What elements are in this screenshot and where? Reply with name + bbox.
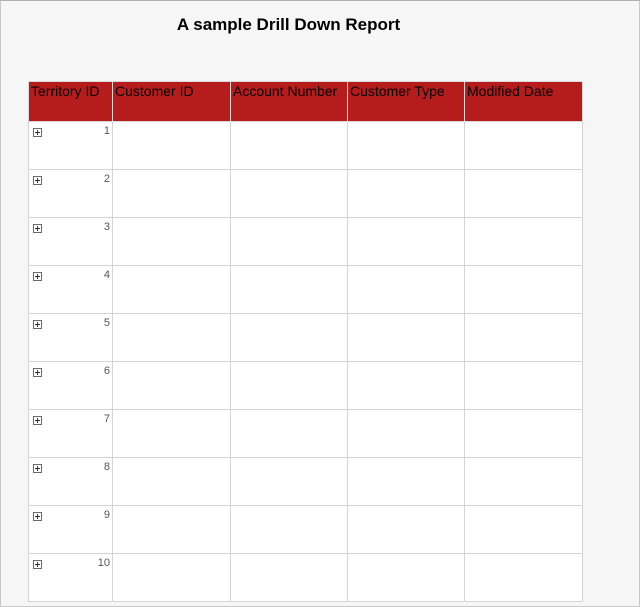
customer-type-cell <box>348 218 465 266</box>
customer-type-cell <box>348 122 465 170</box>
customer-type-cell <box>348 266 465 314</box>
table-row <box>29 554 583 602</box>
customer-type-cell <box>348 458 465 506</box>
table-row <box>29 122 583 170</box>
expand-plus-icon[interactable] <box>33 272 42 281</box>
column-header-modified-date: Modified Date <box>465 82 583 122</box>
table-row <box>29 266 583 314</box>
account-number-cell <box>231 218 348 266</box>
table-row <box>29 458 583 506</box>
territory-id-value: 4 <box>103 269 110 281</box>
expand-plus-icon[interactable] <box>33 512 42 521</box>
territory-cell <box>29 410 113 458</box>
report-title: A sample Drill Down Report <box>176 15 401 34</box>
territory-cell <box>29 314 113 362</box>
account-number-cell <box>231 362 348 410</box>
territory-id-value: 10 <box>97 557 110 569</box>
territory-id-value: 1 <box>103 125 110 137</box>
modified-date-cell <box>465 266 583 314</box>
table-row <box>29 170 583 218</box>
modified-date-cell <box>465 554 583 602</box>
customer-id-cell <box>113 266 231 314</box>
territory-id-value: 3 <box>103 221 110 233</box>
modified-date-cell <box>465 218 583 266</box>
table-row <box>29 410 583 458</box>
territory-cell <box>29 122 113 170</box>
table-row <box>29 362 583 410</box>
territory-cell <box>29 506 113 554</box>
customer-type-cell <box>348 362 465 410</box>
territory-id-value: 7 <box>103 413 110 425</box>
territory-cell <box>29 362 113 410</box>
modified-date-cell <box>465 458 583 506</box>
expand-plus-icon[interactable] <box>33 176 42 185</box>
table-row <box>29 506 583 554</box>
expand-plus-icon[interactable] <box>33 416 42 425</box>
account-number-cell <box>231 122 348 170</box>
expand-plus-icon[interactable] <box>33 560 42 569</box>
account-number-cell <box>231 170 348 218</box>
expand-plus-icon[interactable] <box>33 464 42 473</box>
territory-cell <box>29 458 113 506</box>
expand-plus-icon[interactable] <box>33 320 42 329</box>
account-number-cell <box>231 314 348 362</box>
column-header-customer-type: Customer Type <box>348 82 465 122</box>
territory-cell <box>29 218 113 266</box>
territory-id-value: 6 <box>103 365 110 377</box>
account-number-cell <box>231 266 348 314</box>
customer-type-cell <box>348 314 465 362</box>
report-table <box>28 81 583 602</box>
customer-id-cell <box>113 506 231 554</box>
territory-id-value: 2 <box>103 173 110 185</box>
customer-type-cell <box>348 554 465 602</box>
customer-type-cell <box>348 170 465 218</box>
customer-id-cell <box>113 554 231 602</box>
table-row <box>29 218 583 266</box>
customer-id-cell <box>113 410 231 458</box>
territory-id-value: 9 <box>103 509 110 521</box>
territory-id-value: 5 <box>103 317 110 329</box>
header-row <box>29 82 583 122</box>
territory-cell <box>29 170 113 218</box>
customer-id-cell <box>113 362 231 410</box>
customer-type-cell <box>348 506 465 554</box>
modified-date-cell <box>465 410 583 458</box>
customer-id-cell <box>113 170 231 218</box>
account-number-cell <box>231 410 348 458</box>
column-header-customer-id: Customer ID <box>113 82 231 122</box>
account-number-cell <box>231 506 348 554</box>
customer-id-cell <box>113 458 231 506</box>
expand-plus-icon[interactable] <box>33 368 42 377</box>
modified-date-cell <box>465 362 583 410</box>
customer-id-cell <box>113 218 231 266</box>
expand-plus-icon[interactable] <box>33 128 42 137</box>
column-header-account-number: Account Number <box>231 82 348 122</box>
territory-cell <box>29 554 113 602</box>
modified-date-cell <box>465 506 583 554</box>
expand-plus-icon[interactable] <box>33 224 42 233</box>
customer-id-cell <box>113 122 231 170</box>
column-header-territory-id: Territory ID <box>29 82 113 122</box>
modified-date-cell <box>465 122 583 170</box>
territory-cell <box>29 266 113 314</box>
modified-date-cell <box>465 170 583 218</box>
customer-id-cell <box>113 314 231 362</box>
account-number-cell <box>231 554 348 602</box>
table-row <box>29 314 583 362</box>
account-number-cell <box>231 458 348 506</box>
modified-date-cell <box>465 314 583 362</box>
territory-id-value: 8 <box>103 461 110 473</box>
customer-type-cell <box>348 410 465 458</box>
